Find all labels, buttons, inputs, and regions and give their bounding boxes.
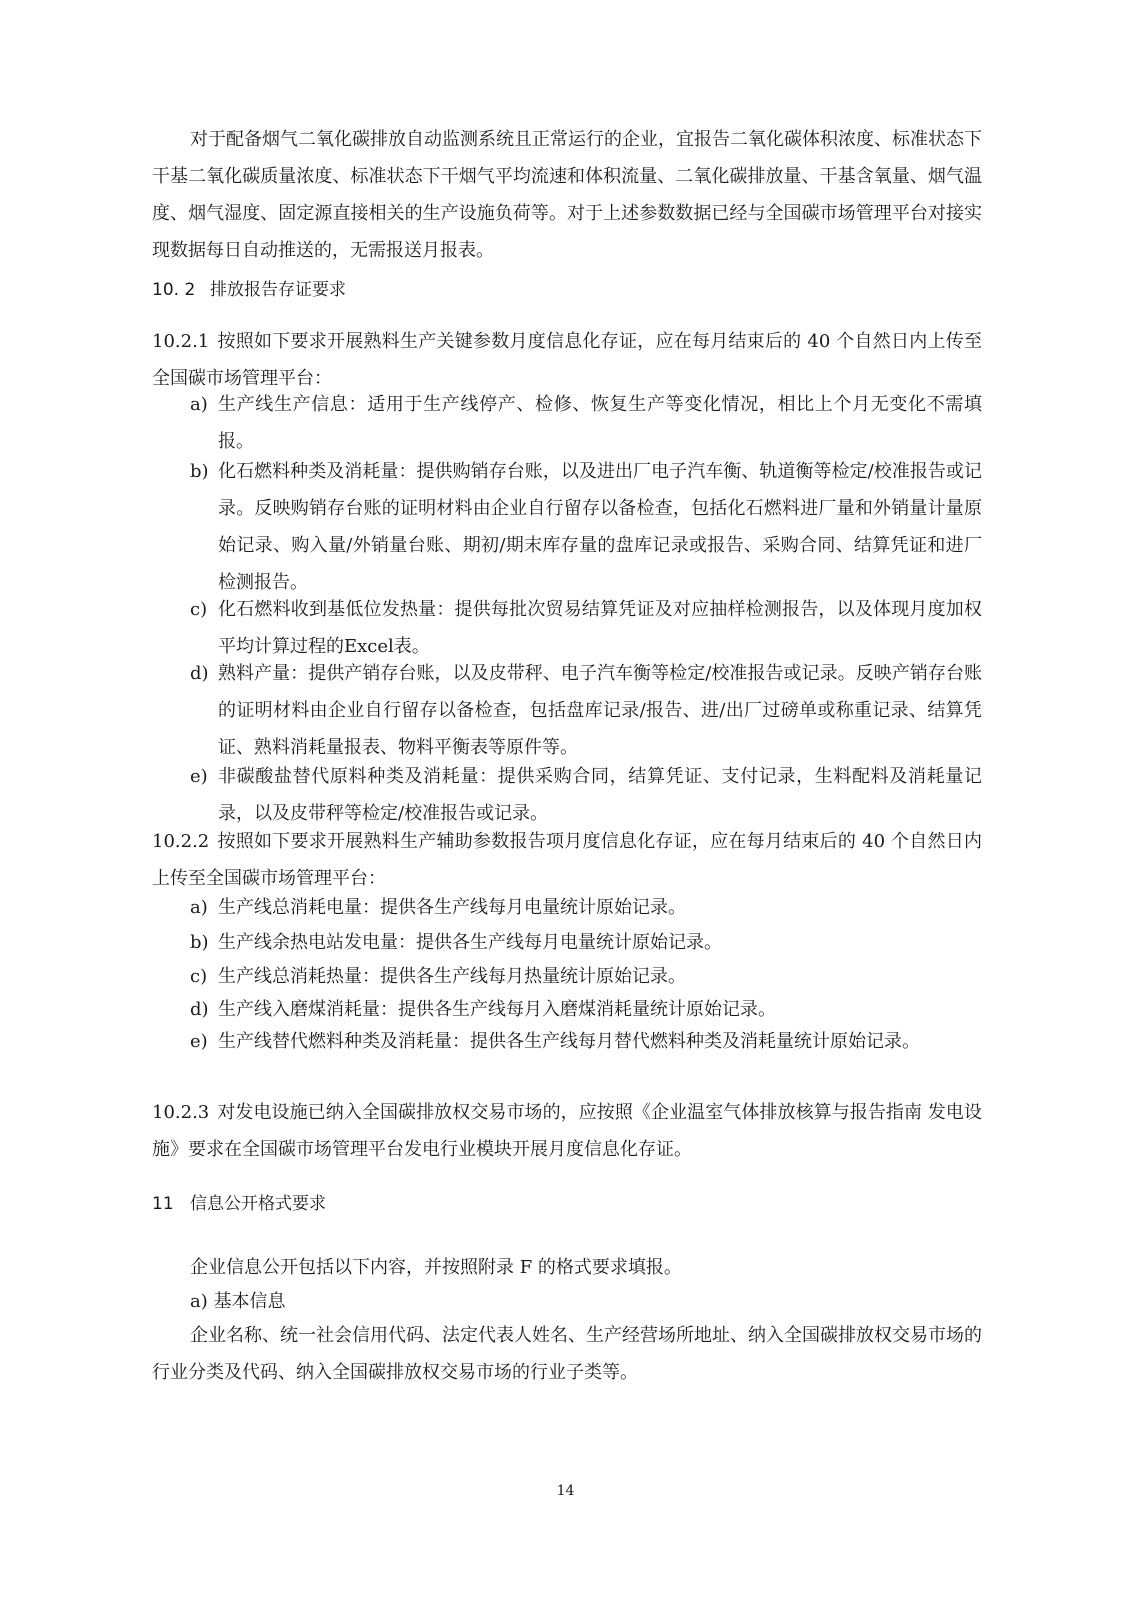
- list-item-text: 非碳酸盐替代原料种类及消耗量：提供采购合同，结算凭证、支付记录，生料配料及消耗量记录，以及皮带秤等检定/校准报告或记录。: [218, 766, 982, 824]
- section-number: 10. 2: [152, 280, 196, 300]
- basic-info-paragraph: 企业名称、统一社会信用代码、法定代表人姓名、生产经营场所地址、纳入全国碳排放权交易市场的行业分类及代码、纳入全国碳排放权交易市场的行业子类等。: [152, 1325, 982, 1383]
- section-title: 信息公开格式要求: [190, 1194, 326, 1214]
- list-marker: d): [190, 663, 209, 684]
- list-marker: c): [190, 966, 208, 987]
- list-marker: d): [190, 999, 209, 1020]
- section-11-intro: 企业信息公开包括以下内容，并按照附录 F 的格式要求填报。: [190, 1257, 682, 1278]
- list-item-text: 化石燃料收到基低位发热量：提供每批次贸易结算凭证及对应抽样检测报告，以及体现月度加权平均计算过程的Excel表。: [218, 599, 982, 657]
- list-marker: a): [190, 897, 208, 918]
- list-item: [190, 655, 982, 766]
- list-item: [190, 924, 982, 961]
- clause-text: 对发电设施已纳入全国碳排放权交易市场的，应按照《企业温室气体排放核算与报告指南 发电设施》要求在全国碳市场管理平台发电行业模块开展月度信息化存证。: [152, 1102, 982, 1160]
- list-item-text: 生产线替代燃料种类及消耗量：提供各生产线每月替代燃料种类及消耗量统计原始记录。: [218, 1031, 920, 1052]
- clause-number: 10.2.3: [152, 1102, 210, 1123]
- list-item-text: 熟料产量：提供产销存台账，以及皮带秤、电子汽车衡等检定/校准报告或记录。反映产销存台账的证明材料由企业自行留存以备检查，包括盘库记录/报告、进/出厂过磅单或称重记录、结算凭证、熟料消耗量报表、物料平衡表等原件等。: [218, 663, 982, 758]
- clause-text: 按照如下要求开展熟料生产辅助参数报告项月度信息化存证，应在每月结束后的 40 个自然日内上传至全国碳市场管理平台：: [152, 831, 982, 889]
- list-item-text: 生产线总消耗电量：提供各生产线每月电量统计原始记录。: [218, 897, 686, 918]
- list-item: [190, 386, 982, 460]
- list-marker: a): [190, 1291, 208, 1312]
- list-item: [190, 958, 982, 995]
- list-item: [190, 1023, 982, 1060]
- list-item-text: 生产线余热电站发电量：提供各生产线每月电量统计原始记录。: [218, 932, 722, 953]
- clause-number: 10.2.1: [152, 331, 210, 352]
- clause-10-2-2: [152, 823, 982, 897]
- section-number: 11: [152, 1194, 174, 1214]
- list-item-title: 基本信息: [213, 1291, 286, 1312]
- clause-text: 按照如下要求开展熟料生产关键参数月度信息化存证，应在每月结束后的 40 个自然日内上传至全国碳市场管理平台：: [152, 331, 982, 389]
- list-marker: b): [190, 932, 209, 953]
- clause-10-2-3: [152, 1094, 982, 1168]
- section-title: 排放报告存证要求: [210, 280, 346, 300]
- clause-number: 10.2.2: [152, 831, 210, 852]
- list-item-text: 生产线总消耗热量：提供各生产线每月热量统计原始记录。: [218, 966, 686, 987]
- page-number: 14: [556, 1483, 575, 1499]
- list-marker: e): [190, 1031, 208, 1052]
- section-heading-11: [152, 1189, 982, 1219]
- intro-paragraph: 对于配备烟气二氧化碳排放自动监测系统且正常运行的企业，宜报告二氧化碳体积浓度、标准状态下干基二氧化碳质量浓度、标准状态下干烟气平均流速和体积流量、二氧化碳排放量、干基含氧量、烟气温度、烟气湿度、固定源直接相关的生产设施负荷等。对于上述参数数据已经与全国碳市场管理平台对接实现数据每日自动推送的，无需报送月报表。: [152, 129, 982, 261]
- list-marker: e): [190, 766, 208, 787]
- list-item: [190, 889, 982, 926]
- list-item-text: 生产线入磨煤消耗量：提供各生产线每月入磨煤消耗量统计原始记录。: [218, 999, 776, 1020]
- list-marker: b): [190, 461, 209, 482]
- list-marker: a): [190, 394, 208, 415]
- list-item-text: 生产线生产信息：适用于生产线停产、检修、恢复生产等变化情况，相比上个月无变化不需填报。: [218, 394, 982, 452]
- list-item: [190, 591, 982, 665]
- list-item: [190, 453, 982, 601]
- list-marker: c): [190, 599, 208, 620]
- list-item: [190, 758, 982, 832]
- section-heading-10-2: [152, 275, 982, 305]
- basic-info-heading: [190, 1283, 982, 1320]
- list-item-text: 化石燃料种类及消耗量：提供购销存台账，以及进出厂电子汽车衡、轨道衡等检定/校准报告或记录。反映购销存台账的证明材料由企业自行留存以备检查，包括化石燃料进厂量和外销量计量原始记录、购入量/外销量台账、期初/期末库存量的盘库记录或报告、采购合同、结算凭证和进厂检测报告。: [218, 461, 982, 593]
